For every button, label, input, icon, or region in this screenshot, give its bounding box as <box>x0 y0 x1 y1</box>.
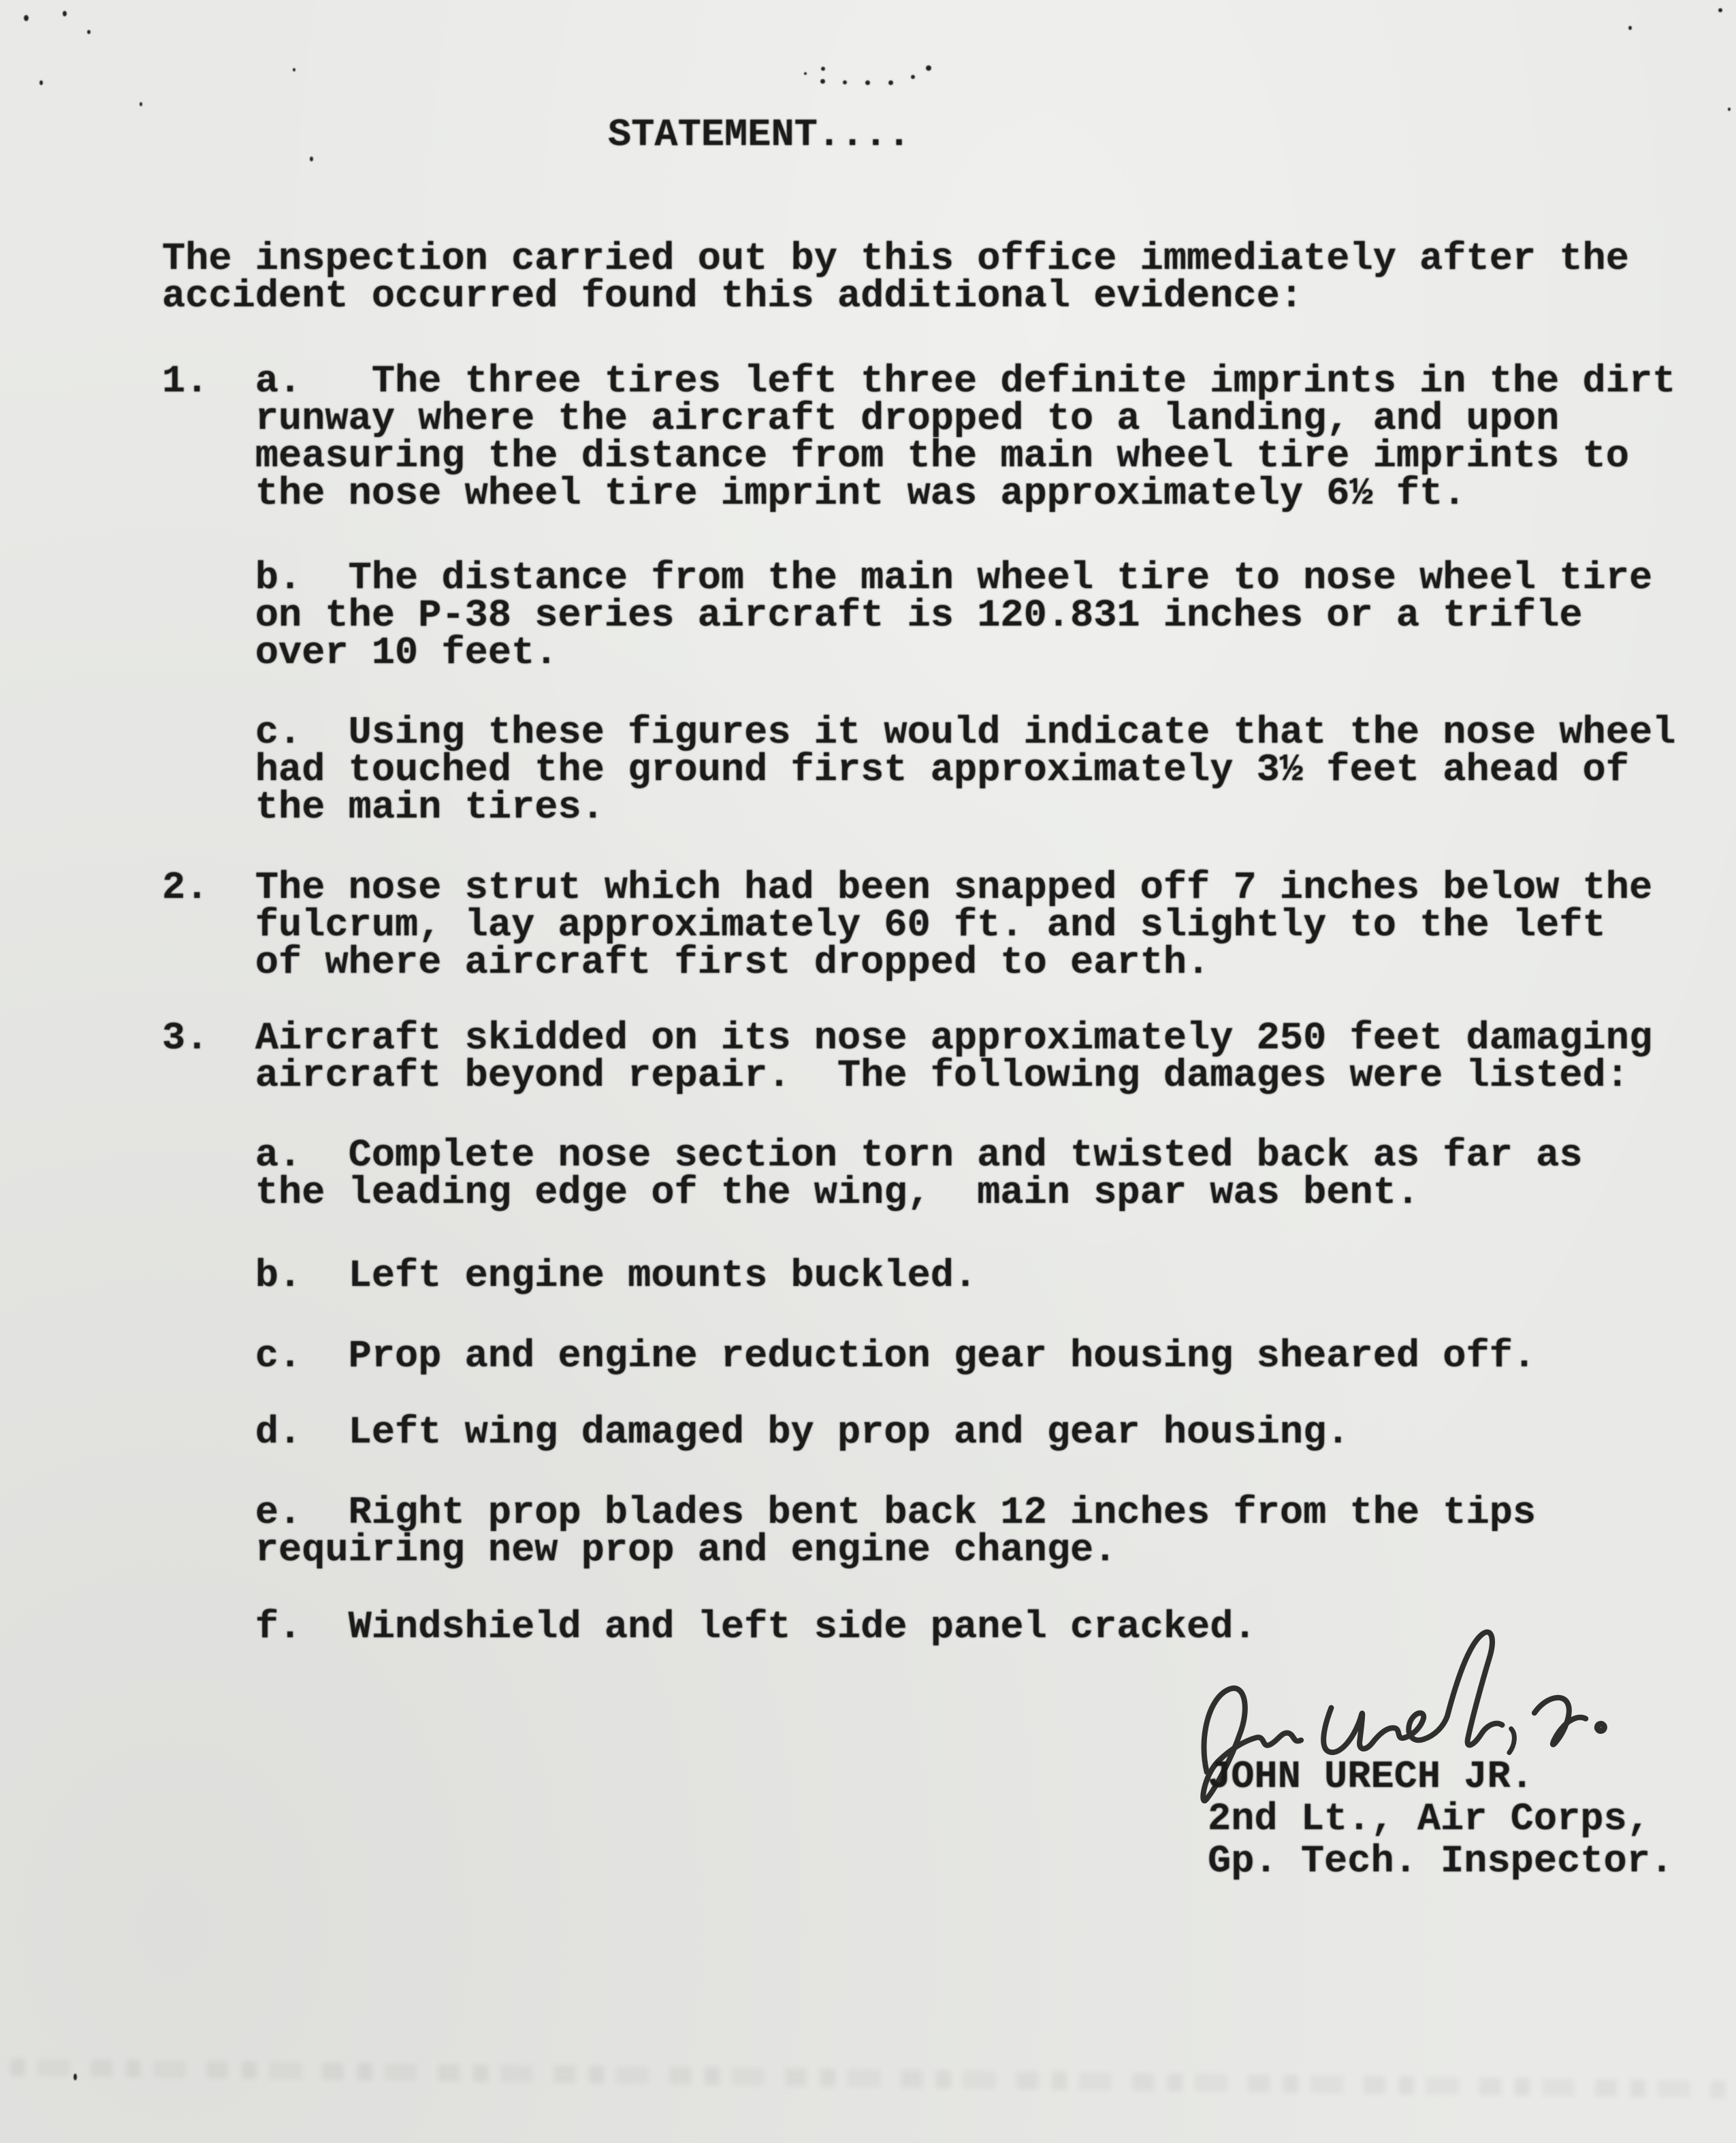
statement-item-3e <box>162 1492 1537 1573</box>
ink-speck <box>911 75 915 79</box>
ink-speck <box>821 67 825 71</box>
typed-line: the main tires. <box>162 786 605 830</box>
statement-item-1b <box>162 557 1653 675</box>
ink-speck <box>820 79 825 84</box>
statement-item-3f <box>162 1606 1257 1649</box>
ink-speck <box>63 11 67 16</box>
typed-line: on the P-38 series aircraft is 120.831 inches or a trifle <box>162 594 1583 638</box>
typed-line: had touched the ground first approximately 3½ feet ahead of <box>162 749 1629 792</box>
typed-line: c. Using these figures it would indicate that the nose wheel <box>162 711 1676 755</box>
ink-speck <box>1718 8 1722 12</box>
typed-line: d. Left wing damaged by prop and gear housing. <box>162 1411 1350 1455</box>
typed-line: requiring new prop and engine change. <box>162 1529 1117 1573</box>
typed-line: 2. The nose strut which had been snapped off 7 inches below the <box>162 867 1653 910</box>
statement-item-2 <box>162 867 1653 985</box>
statement-item-1c <box>162 711 1676 830</box>
ink-speck <box>926 65 931 71</box>
typed-line: the leading edge of the wing, main spar was bent. <box>162 1172 1420 1215</box>
typed-line: 1. a. The three tires left three definite imprints in the dirt <box>162 360 1676 404</box>
signatory-title: Gp. Tech. Inspector. <box>1208 1840 1674 1884</box>
ink-speck <box>24 15 29 21</box>
typed-line: b. The distance from the main wheel tire to nose wheel tire <box>162 557 1653 600</box>
ink-speck <box>87 30 91 34</box>
statement-item-3c <box>162 1335 1537 1379</box>
typed-line: The inspection carried out by this office immediately after the <box>162 238 1629 281</box>
signature-block <box>1208 1756 1673 1883</box>
typed-line: 3. Aircraft skidded on its nose approximately 250 feet damaging <box>162 1017 1653 1061</box>
signatory-name: JOHN URECH JR. <box>1208 1756 1534 1799</box>
typed-line: the nose wheel tire imprint was approximately 6½ ft. <box>162 472 1466 516</box>
statement-item-3b <box>162 1255 978 1298</box>
typed-line: a. Complete nose section torn and twisted back as far as <box>162 1134 1583 1178</box>
ink-speck <box>804 72 807 75</box>
document-title: STATEMENT.... <box>608 114 911 157</box>
typed-line: fulcrum, lay approximately 60 ft. and slightly to the left <box>162 904 1606 948</box>
ink-speck <box>1728 108 1731 111</box>
statement-item-3d <box>162 1411 1350 1455</box>
ink-speck <box>888 80 893 85</box>
typed-line: c. Prop and engine reduction gear housing sheared off. <box>162 1335 1537 1379</box>
typed-line: runway where the aircraft dropped to a landing, and upon <box>162 398 1560 441</box>
ink-speck <box>140 102 142 106</box>
ink-speck <box>39 80 43 85</box>
typed-line: f. Windshield and left side panel cracked. <box>162 1606 1257 1649</box>
ink-speck <box>1628 26 1632 30</box>
typed-line: b. Left engine mounts buckled. <box>162 1255 978 1298</box>
ink-speck <box>865 80 870 85</box>
typed-line: measuring the distance from the main wheel tire imprints to <box>162 435 1629 479</box>
ink-speck <box>843 80 847 84</box>
statement-item-3 <box>162 1017 1653 1098</box>
ink-speck <box>293 68 295 71</box>
ink-speck <box>310 157 313 161</box>
typed-line: over 10 feet. <box>162 632 558 675</box>
intro-paragraph <box>162 238 1629 319</box>
signatory-rank: 2nd Lt., Air Corps, <box>1208 1798 1650 1841</box>
bleed-through-artifact <box>10 2059 1726 2099</box>
typed-line: aircraft beyond repair. The following damages were listed: <box>162 1054 1629 1098</box>
typed-line: of where aircraft first dropped to earth. <box>162 941 1210 985</box>
typed-line: e. Right prop blades bent back 12 inches from the tips <box>162 1492 1537 1535</box>
statement-item-1a <box>162 360 1676 516</box>
typed-line: accident occurred found this additional evidence: <box>162 275 1304 319</box>
statement-item-3a <box>162 1134 1583 1215</box>
